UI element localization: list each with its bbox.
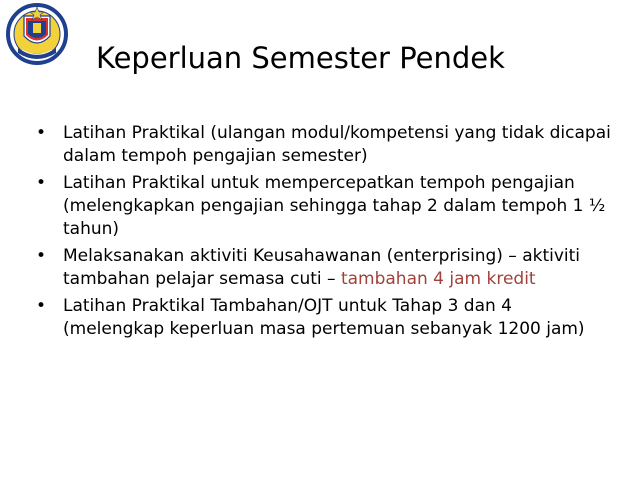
bullet-item	[36, 245, 616, 291]
bullet-item	[36, 172, 616, 241]
ministry-crest-icon	[6, 2, 68, 70]
bullet-text: Melaksanakan aktiviti Keusahawanan (enterprising) – aktiviti tambahan pelajar semasa cuti –	[63, 246, 581, 289]
bullet-marker: •	[36, 296, 47, 316]
bullet-item	[36, 295, 616, 341]
bullet-marker: •	[36, 246, 47, 266]
bullet-text: Latihan Praktikal Tambahan/OJT untuk Tahap 3 dan 4 (melengkap keperluan masa pertemuan sebanyak 1200 jam)	[63, 296, 585, 339]
bullet-item	[36, 122, 616, 168]
bullet-list	[36, 122, 616, 345]
bullet-text: Latihan Praktikal (ulangan modul/kompetensi yang tidak dicapai dalam tempoh pengajian semester)	[63, 123, 611, 166]
bullet-marker: •	[36, 123, 47, 143]
bullet-text: Latihan Praktikal untuk mempercepatkan tempoh pengajian (melengkapkan pengajian sehingga tahap 2 dalam tempoh 1 ½ tahun)	[63, 173, 606, 239]
highlight-text: tambahan 4 jam kredit	[340, 269, 536, 289]
bullet-marker: •	[36, 173, 47, 193]
slide-title: Keperluan Semester Pendek	[96, 41, 505, 75]
